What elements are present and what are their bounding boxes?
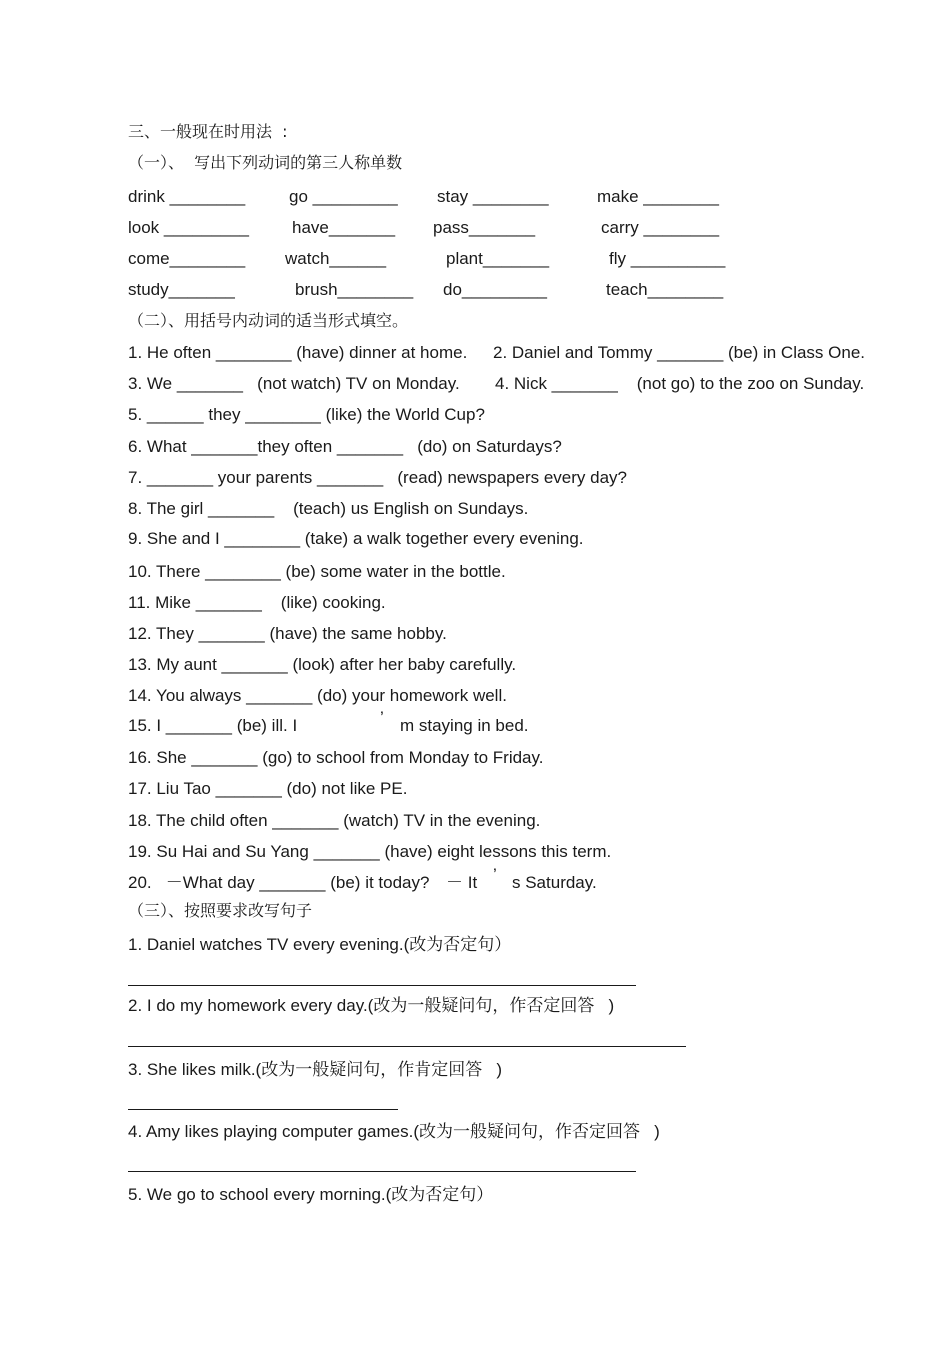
fill-item: 5. ______ they ________ (like) the World Cup? [128, 405, 485, 424]
fill-item: 20. －What day _______ (be) it today? [128, 873, 430, 892]
fill-item-continuation: s Saturday. [512, 873, 597, 892]
fill-item: 1. He often ________ (have) dinner at home. [128, 343, 468, 362]
fill-item: 10. There ________ (be) some water in the bottle. [128, 562, 506, 581]
fill-item: 6. What _______they often _______ (do) on Saturdays? [128, 437, 562, 456]
fill-item: 2. Daniel and Tommy _______ (be) in Class One. [493, 343, 865, 362]
rewrite-item: 3. She likes milk.(改为一般疑问句，作肯定回答 ) [128, 1060, 503, 1079]
fill-item: 9. She and I ________ (take) a walk together every evening. [128, 529, 584, 548]
verb-item: come________ [128, 249, 246, 268]
part1-heading: （一）、 写出下列动词的第三人称单数 [128, 153, 403, 172]
verb-item: have_______ [292, 218, 396, 237]
verb-item: teach________ [606, 280, 724, 299]
fill-item: 18. The child often _______ (watch) TV in the evening. [128, 811, 541, 830]
answer-line [128, 1046, 686, 1047]
fill-item: 13. My aunt _______ (look) after her baby carefully. [128, 655, 517, 674]
part3-heading: （三）、按照要求改写句子 [128, 901, 313, 920]
section-title: 三、一般现在时用法 : [128, 122, 288, 141]
verb-item: stay ________ [437, 187, 549, 206]
fill-item: 8. The girl _______ (teach) us English on Sundays. [128, 499, 529, 518]
apostrophe: ’ [380, 708, 384, 727]
rewrite-item: 5. We go to school every morning.(改为否定句） [128, 1185, 494, 1204]
fill-item: 19. Su Hai and Su Yang _______ (have) eight lessons this term. [128, 842, 612, 861]
answer-line [128, 985, 636, 986]
fill-item: 11. Mike _______ (like) cooking. [128, 593, 386, 612]
verb-item: plant_______ [446, 249, 550, 268]
fill-item: 4. Nick _______ (not go) to the zoo on Sunday. [495, 374, 865, 393]
fill-item: 14. You always _______ (do) your homework well. [128, 686, 507, 705]
fill-item: 3. We _______ (not watch) TV on Monday. [128, 374, 460, 393]
part2-heading: （二）、用括号内动词的适当形式填空。 [128, 311, 409, 330]
answer-line [128, 1109, 398, 1110]
verb-item: fly __________ [609, 249, 726, 268]
answer-line [128, 1171, 636, 1172]
verb-item: look _________ [128, 218, 250, 237]
verb-item: drink ________ [128, 187, 246, 206]
verb-item: brush________ [295, 280, 414, 299]
fill-item-continuation: － It [446, 873, 478, 892]
verb-item: watch______ [285, 249, 387, 268]
fill-item: 15. I _______ (be) ill. I [128, 716, 298, 735]
fill-item: 12. They _______ (have) the same hobby. [128, 624, 447, 643]
apostrophe: ’ [493, 865, 497, 884]
rewrite-item: 1. Daniel watches TV every evening.(改为否定句） [128, 935, 512, 954]
rewrite-item: 2. I do my homework every day.(改为一般疑问句，作否定回答 ) [128, 996, 615, 1015]
verb-item: make ________ [597, 187, 719, 206]
fill-item: 16. She _______ (go) to school from Monday to Friday. [128, 748, 544, 767]
fill-item: 7. _______ your parents _______ (read) newspapers every day? [128, 468, 627, 487]
verb-item: study_______ [128, 280, 235, 299]
verb-item: go _________ [289, 187, 398, 206]
rewrite-item: 4. Amy likes playing computer games.(改为一般疑问句，作否定回答 ) [128, 1122, 660, 1141]
fill-item: 17. Liu Tao _______ (do) not like PE. [128, 779, 408, 798]
fill-item-continuation: m staying in bed. [400, 716, 529, 735]
verb-item: do_________ [443, 280, 548, 299]
verb-item: carry ________ [601, 218, 720, 237]
verb-item: pass_______ [433, 218, 536, 237]
